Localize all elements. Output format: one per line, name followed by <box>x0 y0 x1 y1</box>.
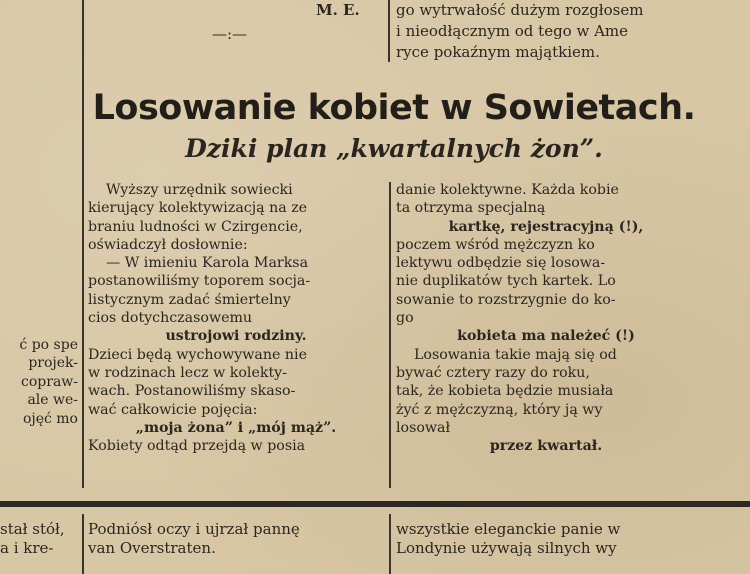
column-rule-bottom-left <box>82 514 84 574</box>
text-line: — W imieniu Karola Marksa <box>106 255 309 272</box>
column-rule-bottom-middle <box>389 514 391 574</box>
text-line: lektywu odbędzie się losowa- <box>396 255 606 272</box>
text-line: i nieodłącznym od tego w Ame <box>396 22 629 40</box>
left-column-fragment <box>0 336 78 428</box>
text-line: bywać cztery razy do roku, <box>396 364 590 381</box>
text-line: ojęć mo <box>22 410 78 427</box>
article-headline: Losowanie kobiet w Sowietach. <box>92 88 696 128</box>
text-line: żyć z mężczyzną, który ją wy <box>396 401 603 418</box>
text-line: listycznym zadać śmiertelny <box>88 291 291 308</box>
text-line: van Overstraten. <box>88 539 216 557</box>
column-rule-article-middle <box>389 182 391 488</box>
text-line: braniu ludności w Czirgencie, <box>88 218 303 235</box>
text-line: danie kolektywne. Każda kobie <box>396 182 619 198</box>
text-line: ale we- <box>27 392 78 409</box>
bottom-center-column <box>88 520 384 558</box>
emphasis-line: kobieta ma należeć (!) <box>457 328 635 345</box>
text-line: losował <box>396 419 451 436</box>
text-line: a i kre- <box>0 539 54 557</box>
emphasis-line: „moja żona” i „mój mąż”. <box>135 419 337 436</box>
article-subheadline: Dziki plan „kwartalnych żon”. <box>185 134 603 163</box>
text-line: Londynie używają silnych wy <box>396 539 617 557</box>
text-line: poczem wśród mężczyzn ko <box>396 236 595 253</box>
emphasis-line: przez kwartał. <box>489 438 603 455</box>
text-line: ć po spe <box>19 337 78 353</box>
text-line: postanowiliśmy toporem socja- <box>88 273 311 290</box>
text-line: ryce pokaźnym majątkiem. <box>396 43 600 61</box>
text-line: stał stół, <box>0 520 65 538</box>
text-line: Wyższy urzędnik sowiecki <box>106 182 293 198</box>
top-separator: —:— <box>212 25 248 43</box>
text-line: kierujący kolektywizacją na ze <box>88 200 308 217</box>
section-divider <box>0 501 750 507</box>
text-line: cios dotychczasowemu <box>88 310 253 327</box>
top-signature: M. E. <box>316 1 360 19</box>
bottom-left-fragment <box>0 520 78 558</box>
text-line: Podniósł oczy i ujrzał pannę <box>88 520 300 538</box>
text-line: Dzieci będą wychowywane nie <box>88 346 307 363</box>
text-line: nie duplikatów tych kartek. Lo <box>396 273 616 290</box>
text-line: ta otrzyma specjalną <box>396 200 546 217</box>
article-left-column <box>88 181 384 455</box>
text-line: wszystkie eleganckie panie w <box>396 520 621 538</box>
text-line: Kobiety odtąd przejdą w posia <box>88 438 306 455</box>
text-line: oświadczył dosłownie: <box>88 236 248 253</box>
text-line: w rodzinach lecz w kolekty- <box>88 364 287 381</box>
text-line: wać całkowicie pojęcia: <box>88 401 258 418</box>
text-line: tak, że kobieta będzie musiała <box>396 383 614 400</box>
text-line: Losowania takie mają się od <box>414 346 617 363</box>
text-line: copraw- <box>21 373 78 390</box>
column-rule-top-middle <box>388 0 390 62</box>
column-rule-left <box>82 0 84 488</box>
emphasis-line: ustrojowi rodziny. <box>165 328 307 345</box>
emphasis-line: kartkę, rejestracyjną (!), <box>448 218 644 235</box>
bottom-right-column <box>396 520 696 558</box>
text-line: go <box>396 310 414 327</box>
text-line: go wytrwałość dużym rozgłosem <box>396 1 644 19</box>
article-right-column <box>396 181 696 455</box>
text-line: wach. Postanowiliśmy skaso- <box>88 383 296 400</box>
text-line: sowanie to rozstrzygnie do ko- <box>396 291 616 308</box>
text-line: projek- <box>28 355 78 372</box>
top-right-column <box>396 0 644 63</box>
